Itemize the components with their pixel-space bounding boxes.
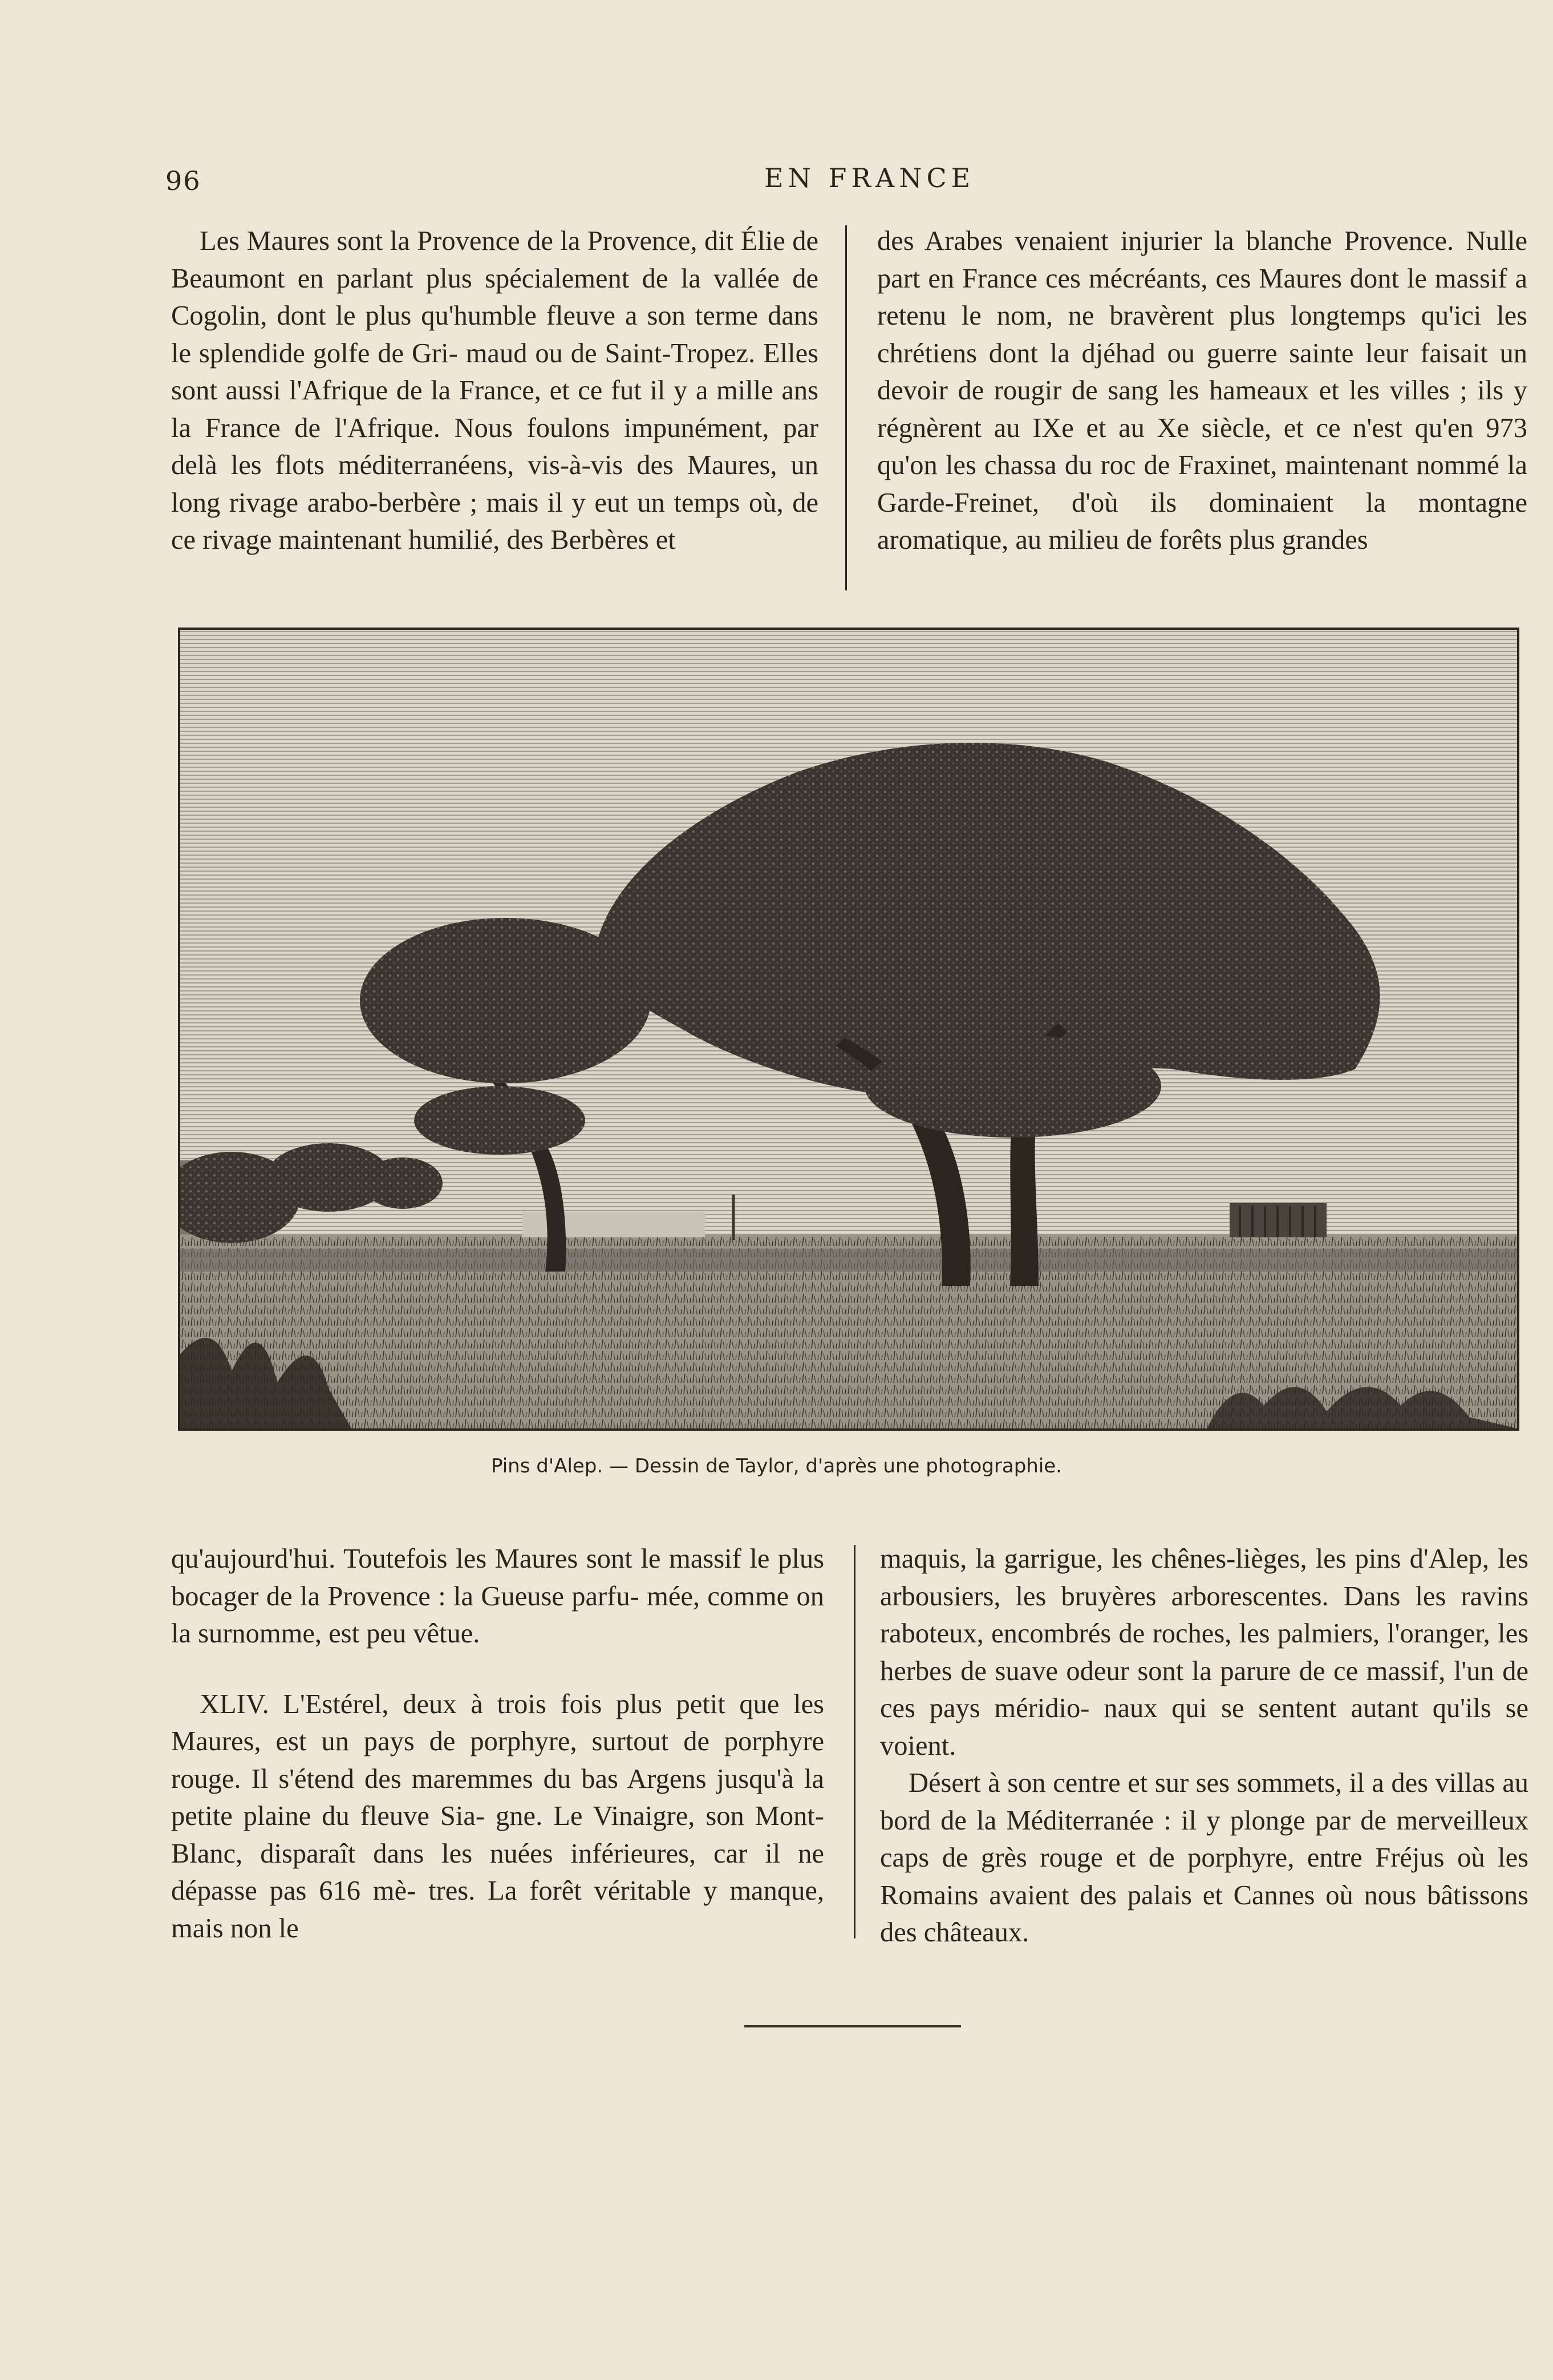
column-divider <box>854 1545 855 1938</box>
paragraph: des Arabes venaient injurier la blanche Provence. Nulle part en France ces mécréants, ces Maures dont le massif a retenu le nom, ne bravèrent plus longtemps qu'ici les chrétiens dont la djéhad ou guerre sainte leur faisait un devoir de rougir de sang les hameaux et les villes ; ils y régnèrent au IXe et au Xe siècle, et ce n'est qu'en 973 qu'on les chassa du roc de Fraxinet, maintenant nommé la Garde-Freinet, d'où ils dominaient la montagne aromatique, au milieu de forêts plus grandes <box>877 226 1527 555</box>
paragraph: Les Maures sont la Provence de la Provence, dit Élie de Beaumont en parlant plus spécialement de la vallée de Cogolin, dont le plus qu'humble fleuve a son terme dans le splendide golfe de Gri- maud ou de Saint-Tropez. Elles sont aussi l'Afrique de la France, et ce fut il y a mille ans la France de l'Afrique. Nous foulons impunément, par delà les flots méditerranéens, vis-à-vis des Maures, un long rivage arabo-berbère ; mais il y eut un temps où, de ce rivage maintenant humilié, des Berbères et <box>171 226 818 555</box>
bottom-left-column <box>171 1540 824 1947</box>
column-divider <box>845 225 847 590</box>
figure-caption: Pins d'Alep. — Dessin de Taylor, d'après une photographie. <box>490 1455 1062 1478</box>
closing-rule <box>744 2025 961 2027</box>
engraving-figure <box>178 628 1519 1431</box>
paragraph: Désert à son centre et sur ses sommets, il a des villas au bord de la Méditerranée : il y plonge par de merveilleux caps de grès rouge et de porphyre, entre Fréjus où les Romains avaient des palais et Cannes où nous bâtissons des châteaux. <box>880 1768 1528 1948</box>
top-left-column <box>171 222 818 559</box>
bottom-right-column <box>880 1540 1528 1952</box>
paragraph: qu'aujourd'hui. Toutefois les Maures sont le massif le plus bocager de la Provence : la Gueuse parfu- mée, comme on la surnomme, est peu vêtue. <box>171 1544 824 1649</box>
running-head: EN FRANCE <box>764 163 975 193</box>
aleppo-pines-illustration <box>180 630 1517 1428</box>
paragraph: maquis, la garrigue, les chênes-lièges, les pins d'Alep, les arbousiers, les bruyères arborescentes. Dans les ravins raboteux, encombrés de roches, les palmiers, l'oranger, les herbes de suave odeur sont la parure de ce massif, l'un de ces pays méridio- naux qui se sentent autant qu'ils se voient. <box>880 1544 1528 1761</box>
page-number: 96 <box>165 165 201 196</box>
top-right-column <box>877 222 1527 559</box>
paragraph: XLIV. L'Estérel, deux à trois fois plus petit que les Maures, est un pays de porphyre, surtout de porphyre rouge. Il s'étend des maremmes du bas Argens jusqu'à la petite plaine du fleuve Sia- gne. Le Vinaigre, son Mont-Blanc, disparaît dans les nuées inférieures, car il ne dépasse pas 616 mè- tres. La forêt véritable y manque, mais non le <box>171 1689 824 1944</box>
